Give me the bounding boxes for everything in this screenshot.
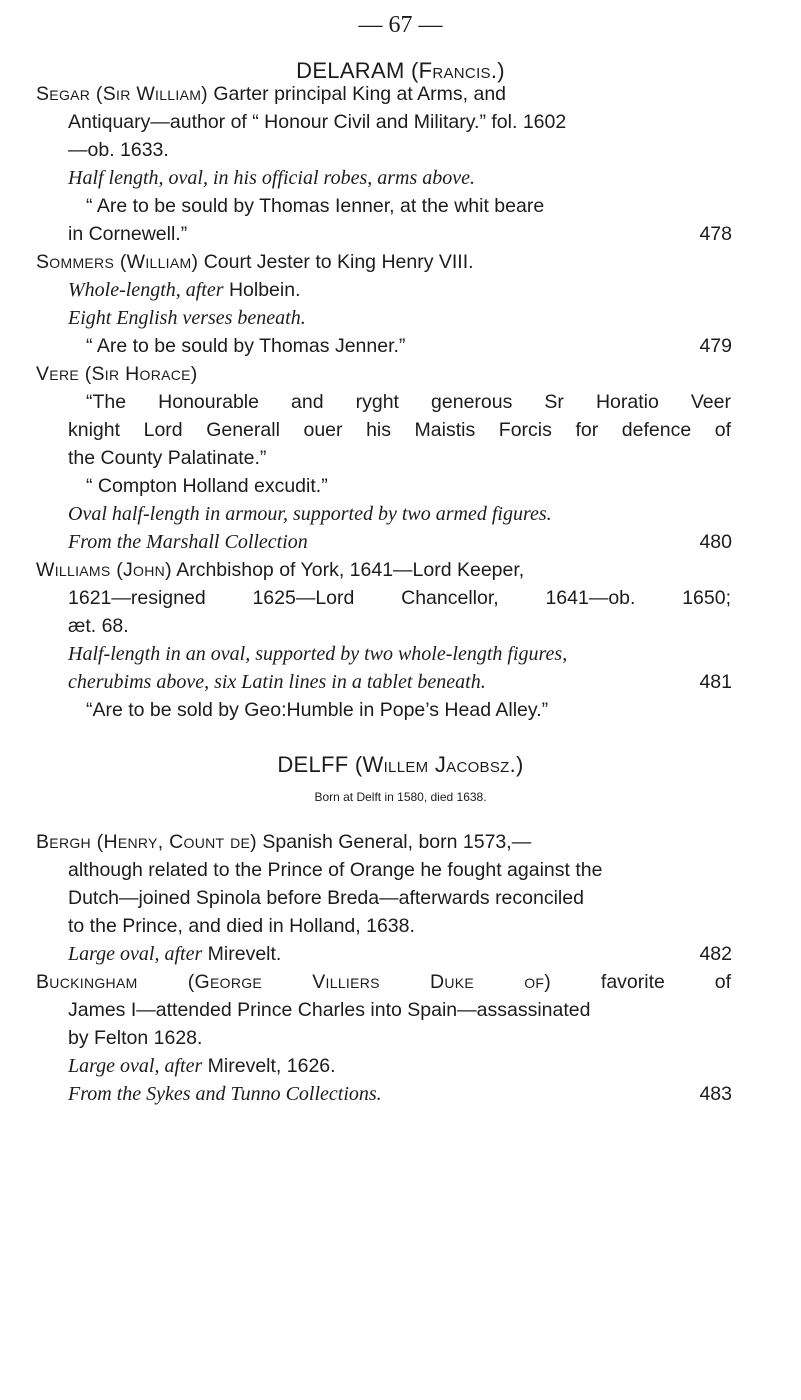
entry-buckingham-number: 483 [699, 1083, 732, 1105]
entry-sommers-desc1-italic: Whole-length, after [68, 279, 224, 301]
entry-segar-quote-line2: in Cornewell.” [68, 223, 188, 245]
entry-buckingham-desc1-roman: Mirevelt, 1626. [202, 1055, 336, 1077]
entry-bergh-description [68, 940, 281, 968]
entry-segar-text1: Garter principal King at Arms, and [207, 83, 507, 105]
entry-vere-description1: Oval half-length in armour, supported by two armed figures. [68, 503, 552, 525]
entry-bergh-text1: Spanish General, born 1573,— [256, 831, 532, 853]
entry-bergh-line3: Dutch—joined Spinola before Breda—afterwards reconciled [68, 887, 584, 909]
entry-sommers-description1 [68, 276, 301, 304]
entry-williams-description2: cherubims above, six Latin lines in a tablet beneath. [68, 671, 486, 693]
entry-segar-line2: Antiquary—author of “ Honour Civil and Military.” fol. 1602 [68, 111, 567, 133]
entry-williams-text1: Archbishop of York, 1641—Lord Keeper, [171, 559, 525, 581]
entry-vere-name: Vere (Sir Horace) [36, 363, 198, 385]
page-number: — 67 — [358, 12, 443, 38]
entry-vere-quote-line1: “The Honourable and ryght generous Sr Horatio Veer [86, 391, 731, 413]
entry-sommers-description2: Eight English verses beneath. [68, 307, 306, 329]
entry-segar-line1 [36, 80, 730, 108]
entry-sommers-number: 479 [699, 335, 732, 357]
entry-buckingham-line1 [36, 968, 731, 996]
entry-buckingham-name: Buckingham (George Villiers Duke of) [36, 971, 552, 993]
entry-bergh-desc-italic: Large oval, after [68, 943, 203, 965]
entry-segar-description: Half length, oval, in his official robes, arms above. [68, 167, 476, 189]
entry-buckingham-description1 [68, 1052, 336, 1080]
entry-segar-line3: —ob. 1633. [68, 139, 169, 161]
section-heading-delff: DELFF (Willem Jacobsz.) [277, 752, 524, 777]
entry-williams-name: Williams (John) [36, 559, 172, 581]
entry-vere-description2: From the Marshall Collection [68, 531, 308, 553]
entry-williams-number: 481 [699, 671, 732, 693]
entry-williams-line1 [36, 556, 524, 584]
entry-buckingham-line2: James I—attended Prince Charles into Spain—assassinated [68, 999, 591, 1021]
entry-bergh-line1 [36, 828, 531, 856]
entry-williams-line2: 1621—resigned 1625—Lord Chancellor, 1641—ob. 1650; [68, 587, 731, 609]
entry-williams-description1: Half-length in an oval, supported by two whole-length figures, [68, 643, 568, 665]
entry-segar-number: 478 [699, 223, 732, 245]
entry-vere-quote-line4: “ Compton Holland excudit.” [86, 475, 328, 497]
entry-sommers-quote: “ Are to be sould by Thomas Jenner.” [86, 335, 406, 357]
entry-bergh-line2: although related to the Prince of Orange he fought against the [68, 859, 603, 881]
entry-vere-quote-line3: the County Palatinate.” [68, 447, 267, 469]
entry-sommers-name: Sommers (William) [36, 251, 199, 273]
entry-vere-quote-line2: knight Lord Generall ouer his Maistis Forcis for defence of [68, 419, 731, 441]
entry-sommers-text1: Court Jester to King Henry VIII. [198, 251, 474, 273]
section-heading-delaram: DELARAM (Francis.) [296, 58, 505, 83]
entry-segar-name: Segar (Sir William) [36, 83, 208, 105]
entry-williams-quote: “Are to be sold by Geo:Humble in Pope’s Head Alley.” [86, 699, 549, 721]
entry-bergh-number: 482 [699, 943, 732, 965]
entry-bergh-name: Bergh (Henry, Count de) [36, 831, 257, 853]
section-subheading-delff: Born at Delft in 1580, died 1638. [314, 790, 487, 804]
entry-vere-number: 480 [699, 531, 732, 553]
entry-sommers-line1 [36, 248, 474, 276]
entry-buckingham-description2: From the Sykes and Tunno Collections. [68, 1083, 382, 1105]
entry-bergh-line4: to the Prince, and died in Holland, 1638. [68, 915, 415, 937]
entry-bergh-desc-roman: Mirevelt. [202, 943, 282, 965]
entry-williams-line3: æt. 68. [68, 615, 129, 637]
entry-segar-quote-line1: “ Are to be sould by Thomas Ienner, at the whit beare [86, 195, 545, 217]
entry-buckingham-text1: favorite of [551, 971, 732, 993]
entry-sommers-desc1-roman: Holbein. [223, 279, 301, 301]
entry-buckingham-line3: by Felton 1628. [68, 1027, 203, 1049]
entry-buckingham-desc1-italic: Large oval, after [68, 1055, 203, 1077]
